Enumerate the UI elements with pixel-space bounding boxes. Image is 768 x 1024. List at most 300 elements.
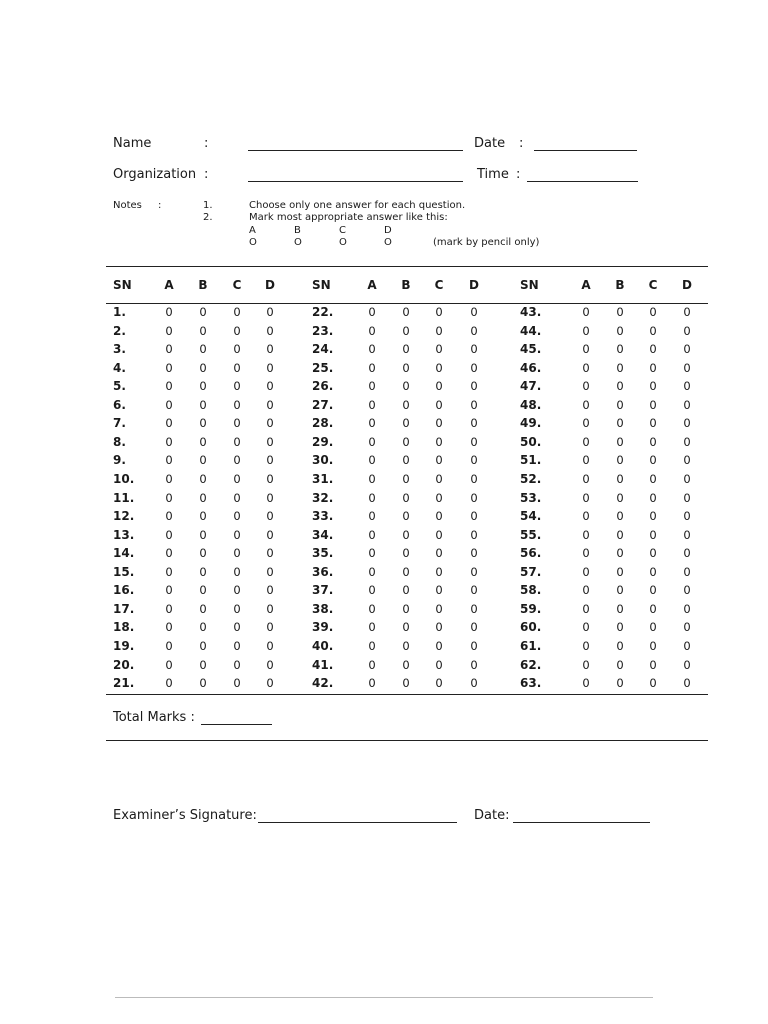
answer-bubble-b[interactable]: 0 [199,434,207,449]
answer-bubble-c[interactable]: 0 [649,397,657,412]
answer-bubble-c[interactable]: 0 [435,379,443,394]
answer-bubble-c[interactable]: 0 [435,601,443,616]
question-number: 15. [113,564,135,579]
answer-bubble-b[interactable]: 0 [199,583,207,598]
answer-bubble-c[interactable]: 0 [649,305,657,319]
answer-bubble-d[interactable]: 0 [470,305,478,319]
answer-bubble-a[interactable]: 0 [582,360,590,375]
answer-bubble-b[interactable]: 0 [402,527,410,542]
answer-bubble-a[interactable]: 0 [368,323,376,338]
answer-bubble-b[interactable]: 0 [199,323,207,338]
note-1-text: Choose only one answer for each question. [249,200,466,211]
answer-bubble-d[interactable]: 0 [470,379,478,394]
option-header-a: A [164,278,174,292]
answer-bubble-a[interactable]: 0 [368,397,376,412]
answer-bubble-c[interactable]: 0 [435,509,443,524]
answer-bubble-d[interactable]: 0 [266,379,274,394]
answer-bubble-b[interactable]: 0 [616,638,624,653]
answer-bubble-d[interactable]: 0 [683,583,691,598]
answer-bubble-c[interactable]: 0 [435,638,443,653]
question-number: 13. [113,527,135,542]
question-number: 42. [312,676,334,690]
answer-bubble-a[interactable]: 0 [165,305,173,319]
answer-bubble-a[interactable]: 0 [582,657,590,672]
answer-bubble-d[interactable]: 0 [683,620,691,635]
answer-bubble-a[interactable]: 0 [165,342,173,357]
answer-bubble-c[interactable]: 0 [233,490,241,505]
answer-bubble-d[interactable]: 0 [266,397,274,412]
grid-top-rule [106,266,708,267]
answer-bubble-c[interactable]: 0 [435,546,443,561]
answer-bubble-b[interactable]: 0 [616,601,624,616]
question-number: 51. [520,453,542,468]
answer-bubble-c[interactable]: 0 [233,342,241,357]
answer-bubble-d[interactable]: 0 [683,564,691,579]
question-number: 28. [312,416,334,431]
answer-bubble-a[interactable]: 0 [368,305,376,319]
answer-bubble-c[interactable]: 0 [435,564,443,579]
answer-bubble-a[interactable]: 0 [368,472,376,486]
answer-bubble-c[interactable]: 0 [435,342,443,357]
answer-bubble-a[interactable]: 0 [582,379,590,394]
question-number: 23. [312,323,334,338]
answer-bubble-b[interactable]: 0 [616,620,624,635]
question-number: 38. [312,601,334,616]
answer-bubble-a[interactable]: 0 [368,509,376,524]
answer-bubble-c[interactable]: 0 [233,657,241,672]
answer-bubble-a[interactable]: 0 [368,601,376,616]
answer-bubble-c[interactable]: 0 [233,360,241,375]
answer-bubble-b[interactable]: 0 [199,305,207,319]
answer-bubble-c[interactable]: 0 [233,638,241,653]
answer-bubble-d[interactable]: 0 [683,453,691,468]
answer-bubble-a[interactable]: 0 [368,583,376,598]
answer-bubble-d[interactable]: 0 [683,676,691,690]
answer-bubble-c[interactable]: 0 [435,434,443,449]
answer-bubble-b[interactable]: 0 [402,546,410,561]
question-number: 39. [312,620,334,635]
answer-bubble-d[interactable]: 0 [266,527,274,542]
answer-bubble-b[interactable]: 0 [616,379,624,394]
answer-bubble-c[interactable]: 0 [649,509,657,524]
answer-bubble-c[interactable]: 0 [649,638,657,653]
answer-bubble-d[interactable]: 0 [266,360,274,375]
answer-bubble-d[interactable]: 0 [683,472,691,486]
answer-bubble-a[interactable]: 0 [582,323,590,338]
answer-bubble-a[interactable]: 0 [165,564,173,579]
question-number: 56. [520,546,542,561]
answer-bubble-b[interactable]: 0 [402,453,410,468]
answer-bubble-a[interactable]: 0 [582,564,590,579]
answer-bubble-b[interactable]: 0 [402,490,410,505]
answer-bubble-a[interactable]: 0 [582,472,590,486]
question-number: 14. [113,546,135,561]
answer-bubble-b[interactable]: 0 [616,342,624,357]
answer-bubble-b[interactable]: 0 [402,472,410,486]
answer-bubble-b[interactable]: 0 [616,397,624,412]
answer-bubble-a[interactable]: 0 [165,453,173,468]
example-letter-a: A [249,225,256,236]
organization-input-line[interactable] [248,181,463,182]
answer-bubble-b[interactable]: 0 [616,472,624,486]
answer-bubble-c[interactable]: 0 [233,564,241,579]
answer-bubble-a[interactable]: 0 [368,379,376,394]
answer-bubble-a[interactable]: 0 [165,360,173,375]
answer-bubble-a[interactable]: 0 [582,583,590,598]
question-number: 63. [520,676,542,690]
answer-bubble-b[interactable]: 0 [402,342,410,357]
answer-bubble-c[interactable]: 0 [435,527,443,542]
answer-bubble-a[interactable]: 0 [165,509,173,524]
answer-bubble-b[interactable]: 0 [402,379,410,394]
answer-bubble-b[interactable]: 0 [616,564,624,579]
answer-bubble-d[interactable]: 0 [266,416,274,431]
answer-bubble-a[interactable]: 0 [368,490,376,505]
answer-bubble-a[interactable]: 0 [165,676,173,690]
answer-bubble-d[interactable]: 0 [266,472,274,486]
answer-bubble-d[interactable]: 0 [470,342,478,357]
answer-bubble-c[interactable]: 0 [649,676,657,690]
answer-bubble-b[interactable]: 0 [402,620,410,635]
answer-bubble-d[interactable]: 0 [683,305,691,319]
answer-bubble-c[interactable]: 0 [233,305,241,319]
answer-bubble-d[interactable]: 0 [683,379,691,394]
answer-bubble-b[interactable]: 0 [199,453,207,468]
answer-bubble-c[interactable]: 0 [649,490,657,505]
answer-bubble-a[interactable]: 0 [368,527,376,542]
question-number: 27. [312,397,334,412]
answer-bubble-a[interactable]: 0 [165,416,173,431]
answer-bubble-c[interactable]: 0 [435,472,443,486]
answer-bubble-a[interactable]: 0 [368,416,376,431]
answer-bubble-d[interactable]: 0 [266,564,274,579]
answer-bubble-d[interactable]: 0 [470,453,478,468]
answer-bubble-a[interactable]: 0 [368,342,376,357]
answer-bubble-a[interactable]: 0 [368,434,376,449]
answer-bubble-c[interactable]: 0 [435,397,443,412]
question-number: 34. [312,527,334,542]
answer-bubble-c[interactable]: 0 [649,360,657,375]
answer-bubble-a[interactable]: 0 [165,323,173,338]
answer-bubble-c[interactable]: 0 [233,323,241,338]
answer-bubble-b[interactable]: 0 [402,434,410,449]
answer-bubble-c[interactable]: 0 [233,601,241,616]
time-colon: : [516,167,521,182]
question-number: 9. [113,453,126,468]
answer-bubble-d[interactable]: 0 [470,601,478,616]
answer-bubble-b[interactable]: 0 [616,509,624,524]
answer-bubble-a[interactable]: 0 [582,434,590,449]
question-number: 37. [312,583,334,598]
answer-bubble-d[interactable]: 0 [470,323,478,338]
answer-bubble-a[interactable]: 0 [582,397,590,412]
answer-bubble-c[interactable]: 0 [233,379,241,394]
answer-bubble-b[interactable]: 0 [199,620,207,635]
answer-bubble-a[interactable]: 0 [582,342,590,357]
answer-bubble-b[interactable]: 0 [199,379,207,394]
option-header-b: B [401,278,411,292]
answer-bubble-a[interactable]: 0 [368,638,376,653]
organization-colon: : [204,167,209,182]
answer-bubble-a[interactable]: 0 [582,453,590,468]
answer-bubble-d[interactable]: 0 [470,564,478,579]
answer-bubble-d[interactable]: 0 [266,490,274,505]
answer-bubble-a[interactable]: 0 [582,638,590,653]
answer-bubble-b[interactable]: 0 [402,397,410,412]
example-bubble-c: O [339,237,347,248]
answer-bubble-a[interactable]: 0 [165,472,173,486]
answer-bubble-a[interactable]: 0 [368,546,376,561]
answer-bubble-c[interactable]: 0 [435,453,443,468]
answer-bubble-d[interactable]: 0 [470,657,478,672]
answer-bubble-d[interactable]: 0 [470,676,478,690]
answer-bubble-b[interactable]: 0 [402,509,410,524]
answer-bubble-c[interactable]: 0 [649,527,657,542]
answer-bubble-b[interactable]: 0 [616,546,624,561]
answer-bubble-a[interactable]: 0 [165,397,173,412]
answer-bubble-d[interactable]: 0 [470,416,478,431]
answer-bubble-c[interactable]: 0 [649,657,657,672]
option-header-d: D [265,278,275,292]
answer-bubble-b[interactable]: 0 [199,676,207,690]
answer-bubble-c[interactable]: 0 [435,676,443,690]
answer-bubble-a[interactable]: 0 [368,564,376,579]
answer-bubble-b[interactable]: 0 [402,360,410,375]
answer-bubble-b[interactable]: 0 [199,360,207,375]
answer-bubble-a[interactable]: 0 [582,620,590,635]
answer-bubble-b[interactable]: 0 [199,416,207,431]
answer-bubble-d[interactable]: 0 [683,527,691,542]
answer-bubble-b[interactable]: 0 [616,527,624,542]
answer-bubble-b[interactable]: 0 [199,527,207,542]
answer-bubble-d[interactable]: 0 [683,342,691,357]
answer-bubble-d[interactable]: 0 [683,601,691,616]
answer-bubble-b[interactable]: 0 [402,305,410,319]
answer-bubble-c[interactable]: 0 [233,546,241,561]
answer-bubble-c[interactable]: 0 [649,546,657,561]
answer-bubble-d[interactable]: 0 [470,638,478,653]
answer-bubble-a[interactable]: 0 [368,360,376,375]
answer-bubble-d[interactable]: 0 [683,360,691,375]
answer-bubble-c[interactable]: 0 [233,676,241,690]
answer-bubble-d[interactable]: 0 [470,397,478,412]
answer-bubble-a[interactable]: 0 [165,434,173,449]
answer-bubble-d[interactable]: 0 [470,472,478,486]
question-number: 43. [520,305,542,319]
answer-bubble-a[interactable]: 0 [582,527,590,542]
answer-bubble-c[interactable]: 0 [233,472,241,486]
answer-bubble-d[interactable]: 0 [683,546,691,561]
option-header-b: B [198,278,208,292]
answer-bubble-c[interactable]: 0 [233,509,241,524]
answer-bubble-c[interactable]: 0 [435,620,443,635]
answer-bubble-b[interactable]: 0 [199,546,207,561]
answer-bubble-b[interactable]: 0 [199,638,207,653]
footer-date-line[interactable] [513,822,650,823]
organization-label: Organization [113,167,197,182]
answer-bubble-c[interactable]: 0 [649,323,657,338]
answer-bubble-b[interactable]: 0 [199,342,207,357]
answer-bubble-b[interactable]: 0 [199,509,207,524]
answer-bubble-a[interactable]: 0 [582,601,590,616]
answer-bubble-d[interactable]: 0 [683,397,691,412]
answer-bubble-c[interactable]: 0 [649,620,657,635]
answer-bubble-d[interactable]: 0 [266,601,274,616]
answer-bubble-b[interactable]: 0 [616,453,624,468]
question-number: 16. [113,583,135,598]
answer-bubble-c[interactable]: 0 [233,453,241,468]
answer-bubble-b[interactable]: 0 [199,397,207,412]
name-label: Name [113,136,152,151]
answer-bubble-b[interactable]: 0 [402,583,410,598]
answer-bubble-b[interactable]: 0 [402,564,410,579]
pencil-note: (mark by pencil only) [433,237,540,248]
answer-bubble-c[interactable]: 0 [435,583,443,598]
total-marks-input-line[interactable] [201,724,272,725]
answer-bubble-d[interactable]: 0 [470,546,478,561]
answer-bubble-b[interactable]: 0 [616,583,624,598]
answer-bubble-b[interactable]: 0 [616,360,624,375]
answer-bubble-d[interactable]: 0 [683,509,691,524]
answer-bubble-d[interactable]: 0 [266,434,274,449]
answer-bubble-d[interactable]: 0 [683,638,691,653]
answer-bubble-c[interactable]: 0 [649,416,657,431]
answer-bubble-d[interactable]: 0 [266,676,274,690]
answer-bubble-b[interactable]: 0 [402,657,410,672]
answer-bubble-b[interactable]: 0 [616,305,624,319]
answer-bubble-a[interactable]: 0 [165,546,173,561]
answer-bubble-d[interactable]: 0 [266,657,274,672]
answer-bubble-b[interactable]: 0 [199,490,207,505]
answer-bubble-d[interactable]: 0 [683,657,691,672]
option-header-b: B [615,278,625,292]
question-number: 26. [312,379,334,394]
question-number: 29. [312,434,334,449]
answer-bubble-b[interactable]: 0 [402,638,410,653]
answer-bubble-a[interactable]: 0 [368,676,376,690]
answer-bubble-a[interactable]: 0 [165,657,173,672]
answer-bubble-d[interactable]: 0 [470,434,478,449]
answer-bubble-c[interactable]: 0 [435,305,443,319]
answer-bubble-a[interactable]: 0 [165,638,173,653]
answer-bubble-c[interactable]: 0 [233,416,241,431]
answer-bubble-d[interactable]: 0 [470,360,478,375]
answer-bubble-a[interactable]: 0 [165,379,173,394]
question-number: 32. [312,490,334,505]
answer-bubble-a[interactable]: 0 [368,620,376,635]
answer-bubble-c[interactable]: 0 [233,434,241,449]
answer-bubble-d[interactable]: 0 [266,453,274,468]
answer-bubble-b[interactable]: 0 [616,323,624,338]
answer-bubble-c[interactable]: 0 [233,620,241,635]
name-input-line[interactable] [248,150,463,151]
answer-bubble-c[interactable]: 0 [649,601,657,616]
answer-bubble-d[interactable]: 0 [266,546,274,561]
answer-bubble-c[interactable]: 0 [649,379,657,394]
answer-bubble-d[interactable]: 0 [683,416,691,431]
answer-bubble-c[interactable]: 0 [435,657,443,672]
answer-bubble-a[interactable]: 0 [582,416,590,431]
answer-bubble-a[interactable]: 0 [582,509,590,524]
answer-bubble-c[interactable]: 0 [649,434,657,449]
answer-bubble-d[interactable]: 0 [266,583,274,598]
date-input-line[interactable] [534,150,637,151]
answer-bubble-a[interactable]: 0 [582,676,590,690]
answer-bubble-a[interactable]: 0 [368,453,376,468]
answer-bubble-d[interactable]: 0 [470,527,478,542]
answer-bubble-b[interactable]: 0 [402,601,410,616]
answer-bubble-c[interactable]: 0 [233,583,241,598]
answer-bubble-a[interactable]: 0 [165,490,173,505]
answer-bubble-a[interactable]: 0 [582,546,590,561]
answer-bubble-a[interactable]: 0 [582,490,590,505]
answer-bubble-d[interactable]: 0 [470,620,478,635]
answer-bubble-b[interactable]: 0 [402,416,410,431]
answer-bubble-d[interactable]: 0 [683,434,691,449]
answer-bubble-d[interactable]: 0 [266,323,274,338]
answer-bubble-c[interactable]: 0 [649,472,657,486]
notes-label: Notes [113,200,142,211]
answer-bubble-d[interactable]: 0 [266,305,274,319]
answer-bubble-a[interactable]: 0 [582,305,590,319]
examiner-signature-line[interactable] [258,822,457,823]
answer-bubble-b[interactable]: 0 [199,657,207,672]
answer-bubble-b[interactable]: 0 [402,323,410,338]
answer-bubble-d[interactable]: 0 [470,490,478,505]
answer-bubble-a[interactable]: 0 [165,601,173,616]
answer-bubble-c[interactable]: 0 [649,342,657,357]
answer-bubble-d[interactable]: 0 [683,490,691,505]
time-input-line[interactable] [527,181,638,182]
question-number: 7. [113,416,126,431]
answer-bubble-d[interactable]: 0 [470,583,478,598]
answer-bubble-d[interactable]: 0 [266,638,274,653]
answer-bubble-c[interactable]: 0 [233,527,241,542]
answer-bubble-b[interactable]: 0 [616,434,624,449]
answer-bubble-a[interactable]: 0 [165,527,173,542]
answer-bubble-a[interactable]: 0 [165,583,173,598]
question-number: 60. [520,620,542,635]
sn-header: SN [113,278,132,292]
answer-bubble-c[interactable]: 0 [649,564,657,579]
answer-bubble-c[interactable]: 0 [233,397,241,412]
answer-bubble-a[interactable]: 0 [368,657,376,672]
answer-bubble-b[interactable]: 0 [199,601,207,616]
option-header-c: C [434,278,444,292]
answer-bubble-b[interactable]: 0 [616,416,624,431]
name-colon: : [204,136,209,151]
answer-bubble-b[interactable]: 0 [616,490,624,505]
answer-bubble-b[interactable]: 0 [402,676,410,690]
answer-bubble-c[interactable]: 0 [649,453,657,468]
answer-bubble-a[interactable]: 0 [165,620,173,635]
question-number: 25. [312,360,334,375]
answer-bubble-c[interactable]: 0 [435,416,443,431]
answer-bubble-d[interactable]: 0 [266,620,274,635]
answer-bubble-b[interactable]: 0 [199,472,207,486]
answer-bubble-c[interactable]: 0 [649,583,657,598]
answer-bubble-d[interactable]: 0 [266,509,274,524]
answer-bubble-b[interactable]: 0 [616,676,624,690]
answer-bubble-c[interactable]: 0 [435,360,443,375]
answer-bubble-c[interactable]: 0 [435,323,443,338]
answer-bubble-d[interactable]: 0 [266,342,274,357]
answer-bubble-c[interactable]: 0 [435,490,443,505]
answer-bubble-d[interactable]: 0 [683,323,691,338]
answer-bubble-b[interactable]: 0 [199,564,207,579]
answer-bubble-b[interactable]: 0 [616,657,624,672]
answer-bubble-d[interactable]: 0 [470,509,478,524]
